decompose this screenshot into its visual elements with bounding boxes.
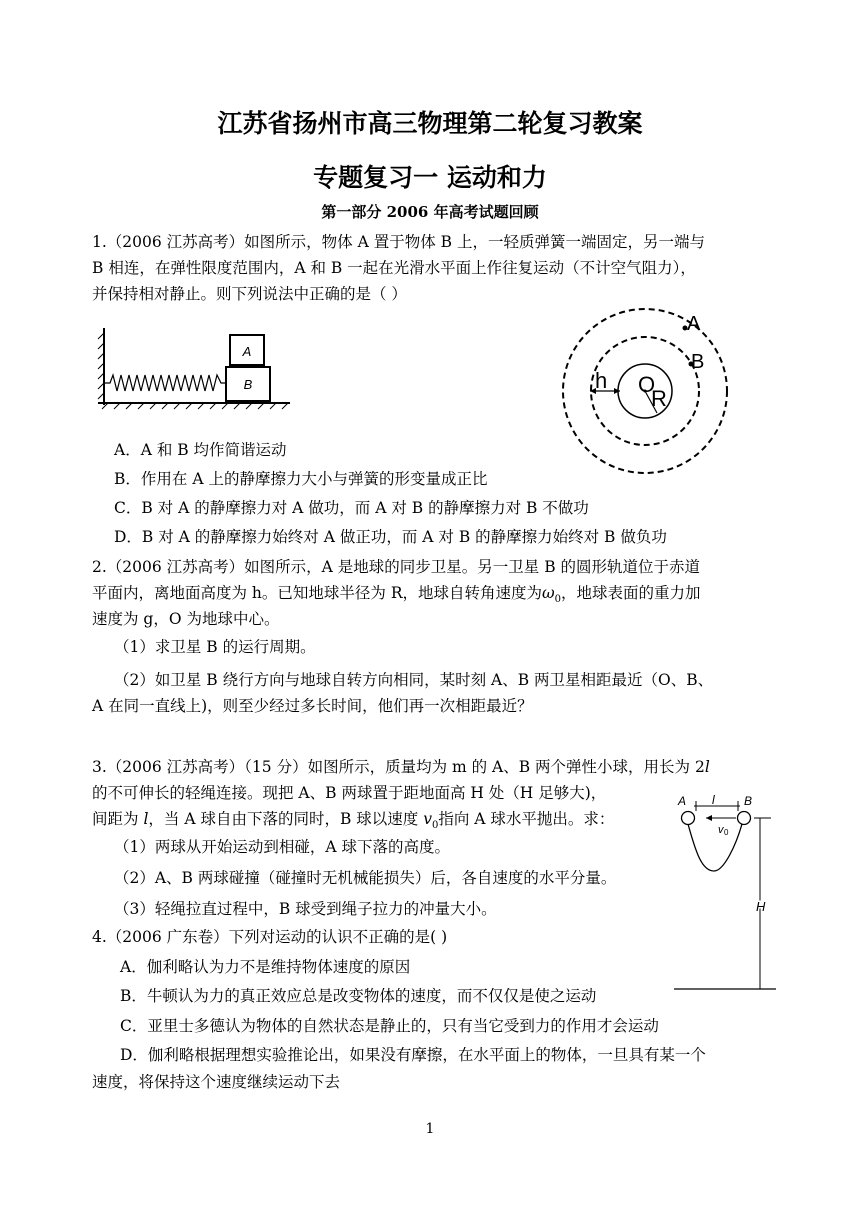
orbit-r-label: R xyxy=(651,386,667,411)
orbit-b-label: B xyxy=(691,351,705,373)
omega-subscript: 0 xyxy=(554,594,562,606)
q1-line-3: 并保持相对静止。则下列说法中正确的是（ ） xyxy=(92,285,407,303)
omega-symbol: ω xyxy=(542,584,555,602)
section-heading: 第一部分 2006 年高考试题回顾 xyxy=(321,203,539,221)
q3-line-3-c: 指向 A 球水平抛出。求： xyxy=(438,810,615,828)
block-a-label: A xyxy=(242,344,252,359)
q1-option-c: C．B 对 A 的静摩擦力对 A 做功，而 A 对 B 的静摩擦力对 B 不做功 xyxy=(114,499,589,517)
q3-var-v-sub: 0 xyxy=(431,820,439,832)
q4-option-a: A．伽利略认为力不是维持物体速度的原因 xyxy=(120,958,411,976)
q4-option-d-line-2: 速度，将保持这个速度继续运动下去 xyxy=(92,1073,341,1091)
q4-option-d-line-1: D．伽利略根据理想实验推论出，如果没有摩擦，在水平面上的物体，一旦具有某一个 xyxy=(120,1046,706,1064)
block-b-label: B xyxy=(243,377,253,392)
q4-option-c: C．亚里士多德认为物体的自然状态是静止的，只有当它受到力的作用才会运动 xyxy=(120,1017,659,1035)
q3-line-3-a: 间距为 xyxy=(92,810,144,828)
q3-line-1 xyxy=(92,757,710,777)
fig3-h-label: H xyxy=(756,899,766,914)
q1-option-a: A．A 和 B 均作简谐运动 xyxy=(114,441,287,459)
q4-stem: 4.（2006 广东卷）下列对运动的认识不正确的是( ) xyxy=(92,928,448,946)
q1-line-2: B 相连，在弹性限度范围内，A 和 B 一起在光滑水平面上作往复运动（不计空气阻力）， xyxy=(92,259,696,277)
q3-line-3-b: ，当 A 球自由下落的同时，B 球以速度 xyxy=(148,810,424,828)
q3-sub-1: （1）两球从开始运动到相碰，A 球下落的高度。 xyxy=(114,838,450,856)
q3-line-1-text: 3.（2006 江苏高考）（15 分）如图所示，质量均为 m 的 A、B 两个弹性小球，用长为 2 xyxy=(92,758,705,776)
q1-option-d: D．B 对 A 的静摩擦力始终对 A 做正功，而 A 对 B 的静摩擦力始终对 B 做负功 xyxy=(114,528,667,546)
q3-var-v: v xyxy=(423,810,432,828)
q2-sub-2-line-2: A 在同一直线上)，则至少经过多长时间，他们再一次相距最近？ xyxy=(92,697,533,715)
q2-line-2-tail: ，地球表面的重力加 xyxy=(561,584,701,602)
q3-var-l: l xyxy=(704,758,710,776)
orbit-a-label: A xyxy=(687,313,701,335)
falling-balls-figure xyxy=(674,793,784,995)
q4-option-b: B．牛顿认为力的真正效应总是改变物体的速度，而不仅仅是使之运动 xyxy=(120,987,597,1005)
q3-line-3 xyxy=(92,809,614,836)
doc-subtitle: 专题复习一 运动和力 xyxy=(313,163,547,192)
q2-sub-2-line-1: （2）如卫星 B 绕行方向与地球自转方向相同，某时刻 A、B 两卫星相距最近（O、B、 xyxy=(114,671,714,689)
q2-sub-1: （1）求卫星 B 的运行周期。 xyxy=(114,638,316,656)
q1-option-b: B．作用在 A 上的静摩擦力大小与弹簧的形变量成正比 xyxy=(114,470,488,488)
orbit-figure xyxy=(560,308,760,478)
q3-var-l-2: l xyxy=(143,810,149,828)
orbit-h-label: h xyxy=(595,368,608,393)
q1-line-1: 1.（2006 江苏高考）如图所示，物体 A 置于物体 B 上，一轻质弹簧一端固定，另一端与 xyxy=(92,233,705,251)
q2-line-3: 速度为 g，O 为地球中心。 xyxy=(92,610,280,628)
q2-line-1: 2.（2006 江苏高考）如图所示，A 是地球的同步卫星。另一卫星 B 的圆形轨道位于赤道 xyxy=(92,558,701,576)
q2-line-2 xyxy=(92,583,701,610)
spring-block-figure xyxy=(98,325,298,415)
fig3-a-label: A xyxy=(678,794,687,808)
q2-line-2-text: 平面内，离地面高度为 h。已知地球半径为 R，地球自转角速度为 xyxy=(92,584,543,602)
doc-title: 江苏省扬州市高三物理第二轮复习教案 xyxy=(217,109,643,138)
q3-sub-2: （2）A、B 两球碰撞（碰撞时无机械能损失）后，各自速度的水平分量。 xyxy=(114,869,617,887)
fig3-b-label: B xyxy=(744,794,753,808)
q3-sub-3: （3）轻绳拉直过程中，B 球受到绳子拉力的冲量大小。 xyxy=(114,900,497,918)
q3-line-2: 的不可伸长的轻绳连接。现把 A、B 两球置于距地面高 H 处（H 足够大)， xyxy=(92,784,607,802)
page-number: 1 xyxy=(425,1121,435,1137)
fig3-v-sub-label: 0 xyxy=(724,828,729,837)
orbit-o-label: O xyxy=(638,372,656,397)
fig3-l-label: l xyxy=(712,793,715,807)
fig3-v-label: v xyxy=(718,824,724,836)
